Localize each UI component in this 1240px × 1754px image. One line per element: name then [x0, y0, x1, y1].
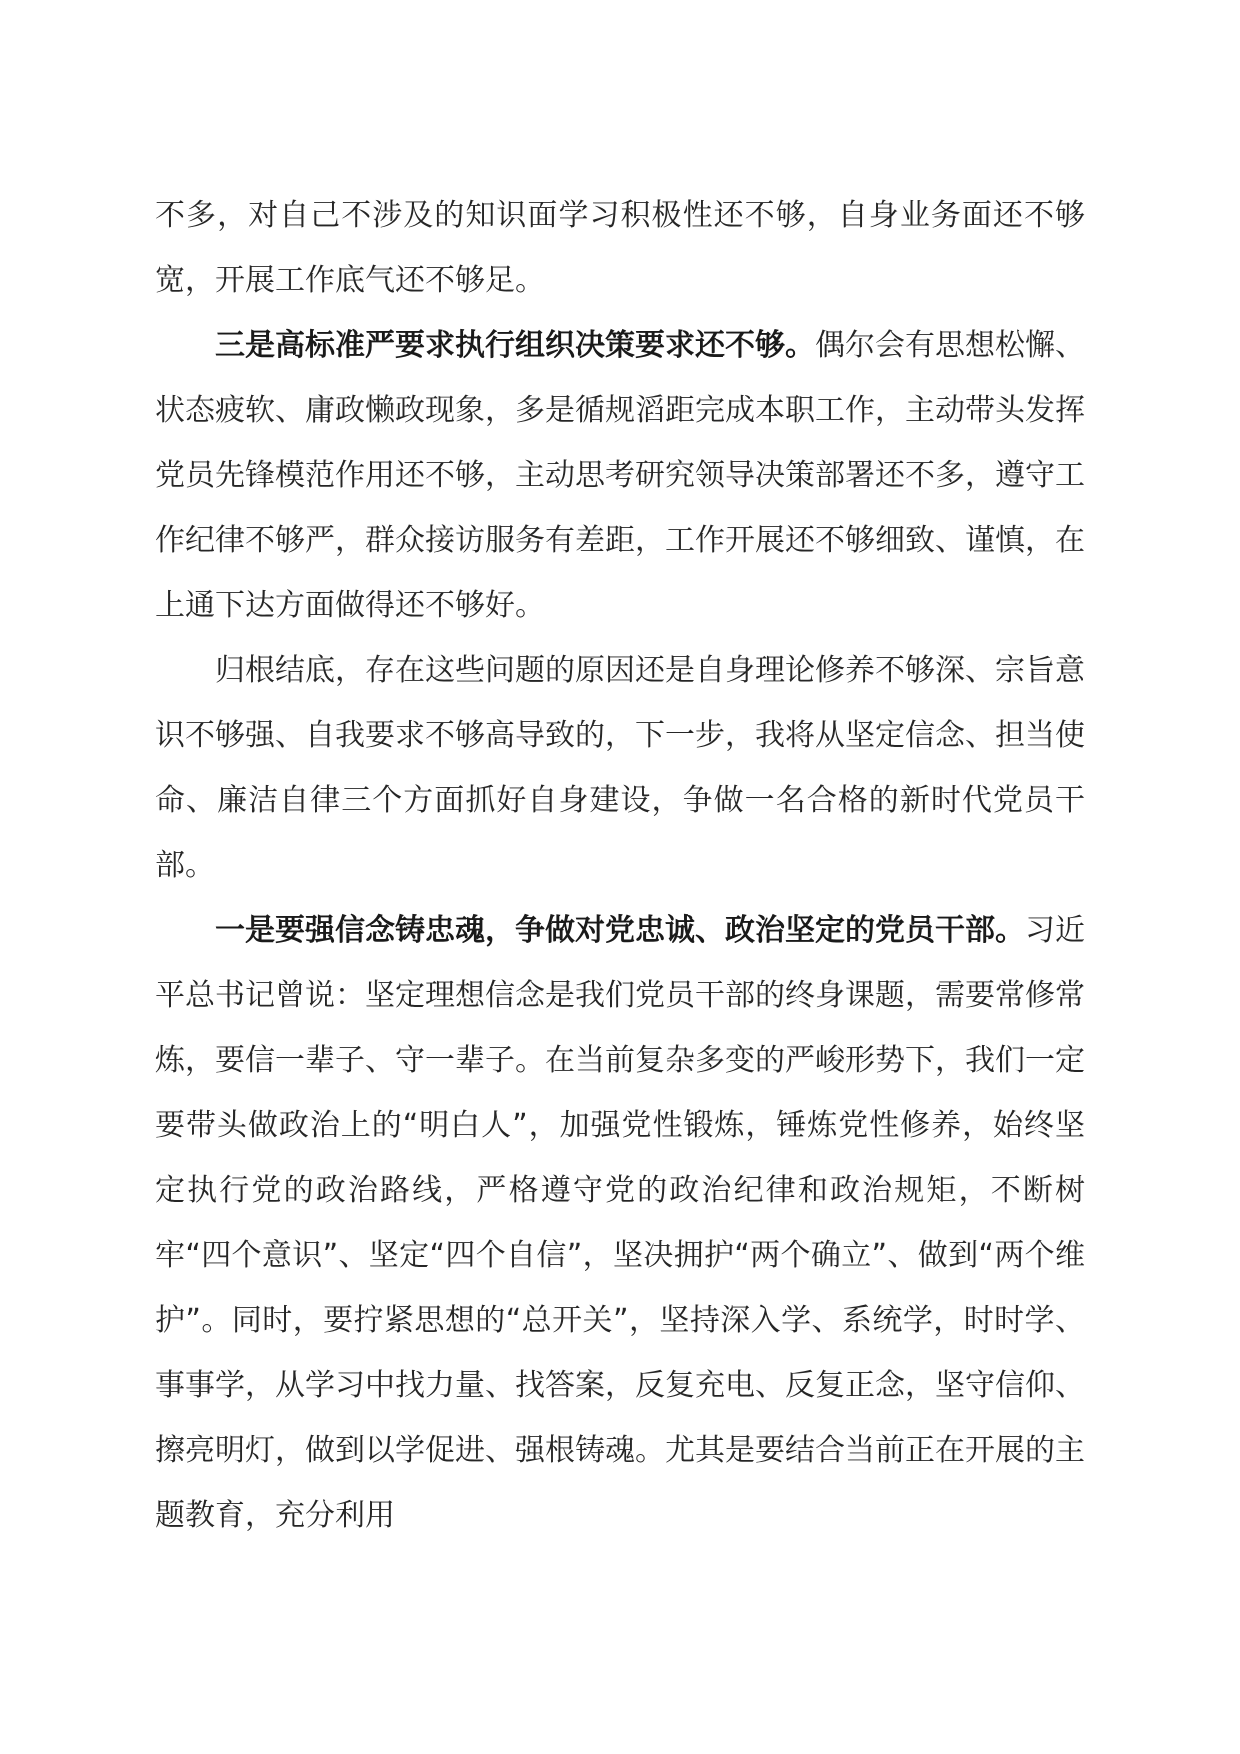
paragraph-continuation — [155, 183, 1085, 313]
paragraph-text: 习近平总书记曾说：坚定理想信念是我们党员干部的终身课题，需要常修常炼，要信一辈子、守一辈子。在当前复杂多变的严峻形势下，我们一定要带头做政治上的“明白人”，加强党性锻炼，锤炼党性修养，始终坚定执行党的政治路线，严格遵守党的政治纪律和政治规矩，不断树牢“四个意识”、坚定“四个自信”，坚决拥护“两个确立”、做到“两个维护”。同时，要拧紧思想的“总开关”，坚持深入学、系统学，时时学、事事学，从学习中找力量、找答案，反复充电、反复正念，坚守信仰、擦亮明灯，做到以学促进、强根铸魂。尤其是要结合当前正在开展的主题教育，充分利用 — [155, 913, 1085, 1533]
paragraph-text: 偶尔会有思想松懈、状态疲软、庸政懒政现象，多是循规滔距完成本职工作，主动带头发挥党员先锋模范作用还不够，主动思考研究领导决策部署还不多，遵守工作纪律不够严，群众接访服务有差距，工作开展还不够细致、谨慎，在上通下达方面做得还不够好。 — [155, 328, 1085, 623]
paragraph-first-measure — [155, 898, 1085, 1548]
paragraph-heading: 三是高标准严要求执行组织决策要求还不够。 — [215, 328, 815, 363]
paragraph-heading: 一是要强信念铸忠魂，争做对党忠诚、政治坚定的党员干部。 — [215, 913, 1025, 948]
paragraph-text: 不多，对自己不涉及的知识面学习积极性还不够，自身业务面还不够宽，开展工作底气还不够足。 — [155, 198, 1085, 298]
paragraph-text: 归根结底，存在这些问题的原因还是自身理论修养不够深、宗旨意识不够强、自我要求不够高导致的，下一步，我将从坚定信念、担当使命、廉洁自律三个方面抓好自身建设，争做一名合格的新时代党员干部。 — [155, 653, 1085, 883]
paragraph-third-issue — [155, 313, 1085, 638]
paragraph-root-cause — [155, 638, 1085, 898]
document-page — [155, 183, 1085, 1548]
